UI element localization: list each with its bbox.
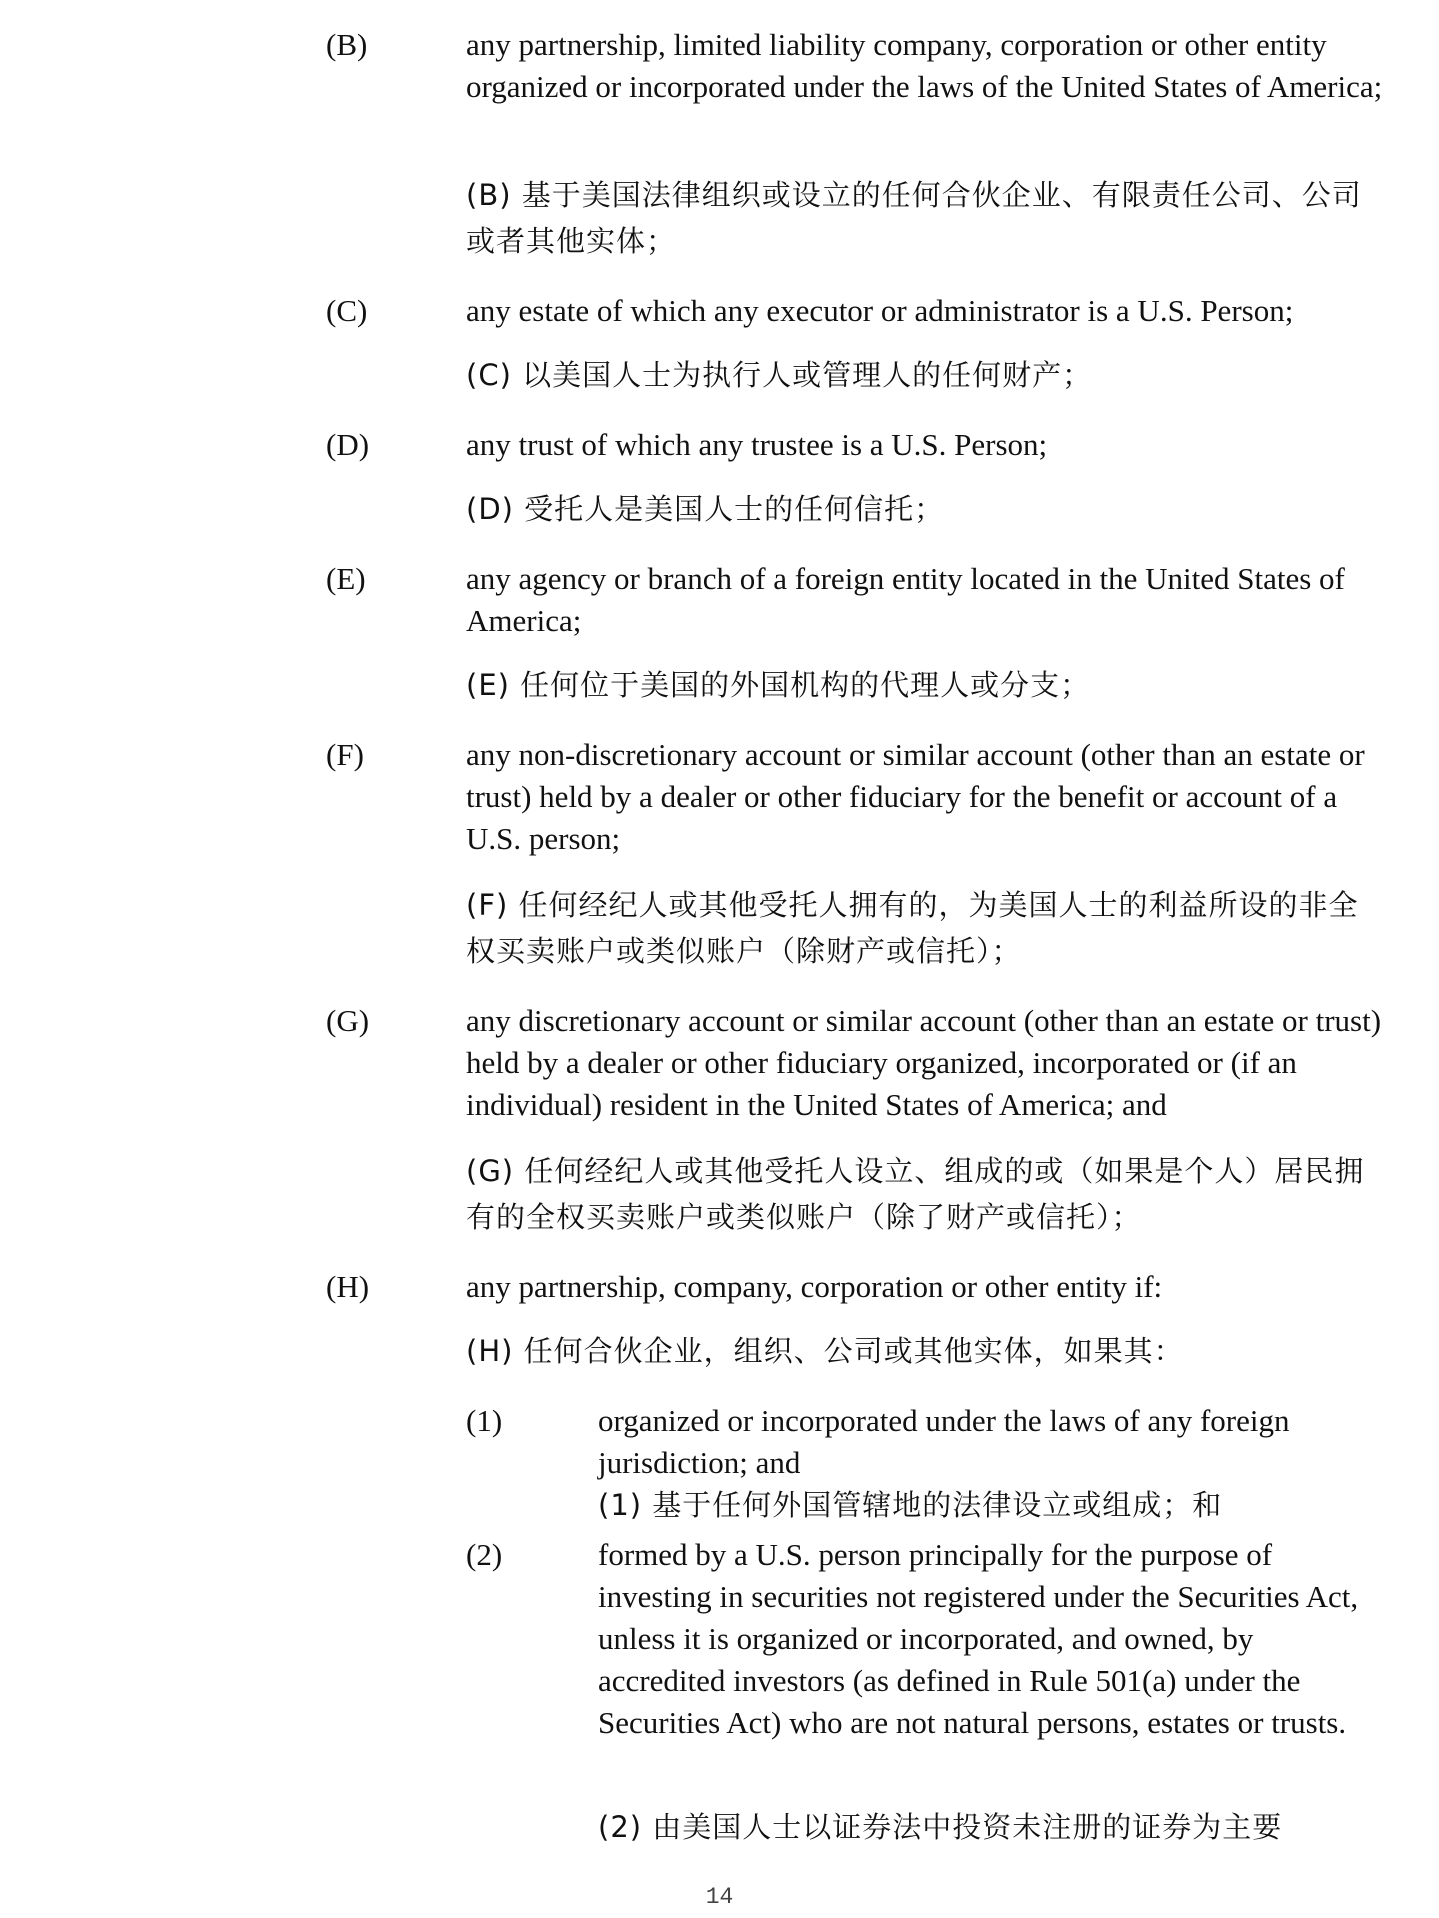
clause-label: (G) — [326, 1003, 370, 1038]
clause-chinese-text: (G) 任何经纪人或其他受托人设立、组成的或（如果是个人）居民拥有的全权买卖账户或类似账户（除了财产或信托）； — [466, 1154, 1365, 1234]
clause-label: (B) — [326, 27, 368, 62]
clause-chinese-text: (B) 基于美国法律组织或设立的任何合伙企业、有限责任公司、公司或者其他实体； — [466, 178, 1362, 258]
clause-label: (F) — [326, 737, 364, 772]
clause-chinese-text: (H) 任何合伙企业，组织、公司或其他实体，如果其： — [466, 1334, 1184, 1368]
clause-label: (H) — [326, 1269, 370, 1304]
clause-chinese-text: (D) 受托人是美国人士的任何信托； — [466, 492, 945, 526]
subclause-chinese-text: (1) 基于任何外国管辖地的法律设立或组成；和 — [598, 1488, 1223, 1522]
subclause-chinese-text: (2) 由美国人士以证券法中投资未注册的证券为主要 — [598, 1810, 1283, 1844]
clause-chinese-text: (E) 任何位于美国的外国机构的代理人或分支； — [466, 668, 1091, 702]
clause-english-text: any agency or branch of a foreign entity located in the United States of America; — [466, 561, 1345, 638]
clause-english-text: any estate of which any executor or administrator is a U.S. Person; — [466, 293, 1294, 328]
clause-chinese-text: (C) 以美国人士为执行人或管理人的任何财产； — [466, 358, 1093, 392]
clause-label: (D) — [326, 427, 370, 462]
page-number: 14 — [705, 1884, 734, 1910]
subclause-english-text: formed by a U.S. person principally for the purpose of investing in securities not registered under the Securities Act, unless it is organized or incorporated, and owned, by accredited investors (as defined in Rule 501(a) under the Securities Act) who are not natural persons, estates or trusts. — [598, 1537, 1359, 1740]
clause-english-text: any trust of which any trustee is a U.S. Person; — [466, 427, 1048, 462]
clause-english-text: any partnership, company, corporation or other entity if: — [466, 1269, 1163, 1304]
clause-chinese-text: (F) 任何经纪人或其他受托人拥有的，为美国人士的利益所设的非全权买卖账户或类似账户（除财产或信托）； — [466, 888, 1359, 968]
clause-english-text: any partnership, limited liability company, corporation or other entity organized or incorporated under the laws of the United States of America; — [466, 27, 1383, 104]
clause-label: (C) — [326, 293, 368, 328]
clause-english-text: any non-discretionary account or similar account (other than an estate or trust) held by a dealer or other fiduciary for the benefit or account of a U.S. person; — [466, 737, 1365, 856]
clause-label: (E) — [326, 561, 366, 596]
clause-english-text: any discretionary account or similar account (other than an estate or trust) held by a dealer or other fiduciary organized, incorporated or (if an individual) resident in the United States of America; and — [466, 1003, 1382, 1122]
subclause-english-text: organized or incorporated under the laws of any foreign jurisdiction; and — [598, 1403, 1290, 1480]
subclause-label: (2) — [466, 1537, 503, 1572]
subclause-label: (1) — [466, 1403, 503, 1438]
